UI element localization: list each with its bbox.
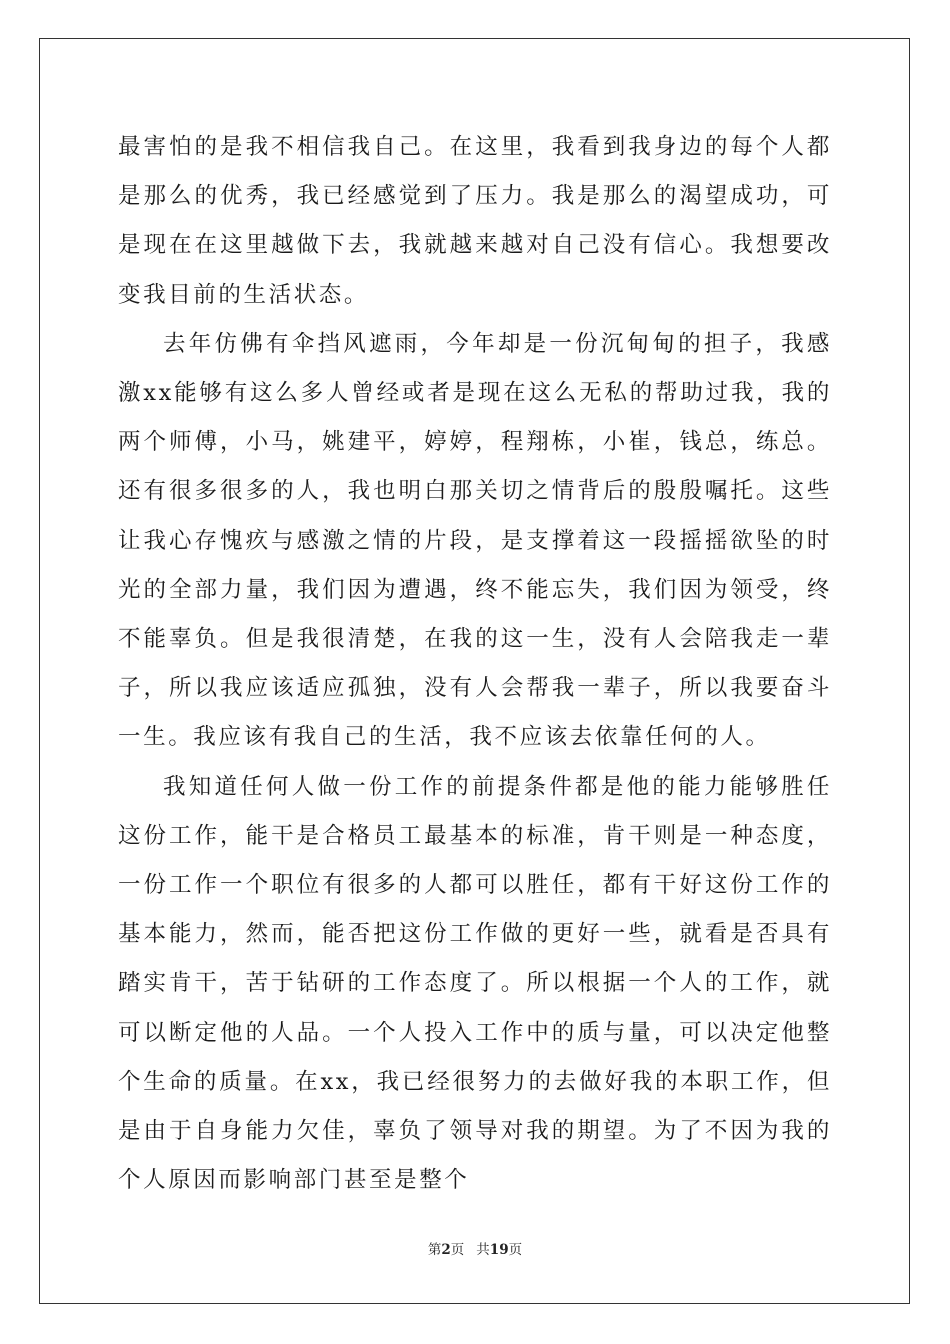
paragraph: 去年仿佛有伞挡风遮雨，今年却是一份沉甸甸的担子，我感激xx能够有这么多人曾经或者是现在这么无私的帮助过我，我的两个师傅，小马，姚建平，婷婷，程翔栋，小崔，钱总，练总。还有很多很多的人，我也明白那关切之情背后的殷殷嘱托。这些让我心存愧疚与感激之情的片段，是支撑着这一段摇摇欲坠的时光的全部力量，我们因为遭遇，终不能忘失，我们因为领受，终不能辜负。但是我很清楚，在我的这一生，没有人会陪我走一辈子，所以我应该适应孤独，没有人会帮我一辈子，所以我要奋斗一生。我应该有我自己的生活，我不应该去依靠任何的人。	[118, 330, 832, 751]
total-prefix: 共	[476, 1242, 490, 1258]
total-suffix: 页	[508, 1242, 523, 1258]
document-body	[118, 123, 832, 1205]
page-suffix: 页	[450, 1242, 465, 1258]
page-number: 2	[441, 1242, 451, 1258]
page-prefix: 第	[427, 1242, 442, 1258]
page-footer	[0, 1241, 950, 1259]
paragraph-continued: 最害怕的是我不相信我自己。在这里，我看到我身边的每个人都是那么的优秀，我已经感觉到了压力。我是那么的渴望成功，可是现在在这里越做下去，我就越来越对自己没有信心。我想要改变我目前的生活状态。	[118, 134, 832, 308]
total-pages: 19	[489, 1242, 509, 1258]
paragraph: 我知道任何人做一份工作的前提条件都是他的能力能够胜任这份工作，能干是合格员工最基本的标准，肯干则是一种态度，一份工作一个职位有很多的人都可以胜任，都有干好这份工作的基本能力，然而，能否把这份工作做的更好一些，就看是否具有踏实肯干，苦于钻研的工作态度了。所以根据一个人的工作，就可以断定他的人品。一个人投入工作中的质与量，可以决定他整个生命的质量。在xx，我已经很努力的去做好我的本职工作，但是由于自身能力欠佳，辜负了领导对我的期望。为了不因为我的个人原因而影响部门甚至是整个	[118, 773, 832, 1194]
